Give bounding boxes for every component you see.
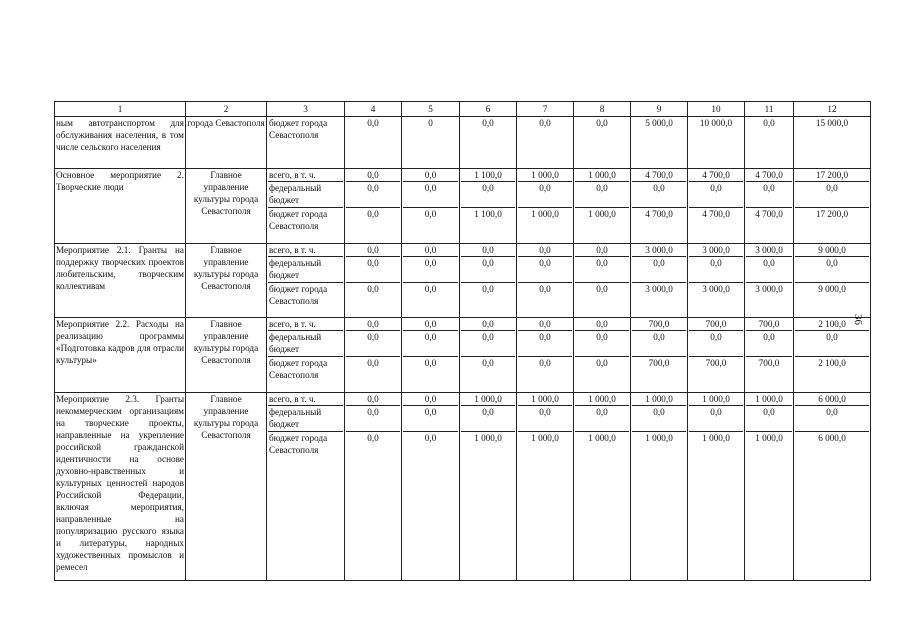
value-col-6 — [460, 393, 517, 581]
value-cell: 700,0 — [648, 358, 670, 368]
value-cell: 1 000,0 — [588, 394, 616, 404]
value-col-11 — [745, 244, 794, 318]
table-row — [55, 244, 871, 318]
value-cell: 0,0 — [710, 258, 722, 268]
funding-source: всего, в т. ч. — [269, 319, 316, 329]
value-cell: 0,0 — [826, 183, 838, 193]
value-cell: 0,0 — [367, 209, 379, 219]
value-col-7 — [517, 169, 574, 244]
value-col-10 — [688, 393, 745, 581]
value-cell: 0,0 — [367, 284, 379, 294]
value-col-10 — [688, 117, 745, 169]
value-col-12 — [794, 318, 871, 393]
value-cell: 0,0 — [710, 407, 722, 417]
column-header-3: 3 — [267, 102, 345, 117]
funding-source: федеральный бюджет — [269, 258, 322, 280]
value-cell: 700,0 — [648, 319, 670, 329]
value-col-4 — [345, 117, 402, 169]
value-cell: 0,0 — [367, 332, 379, 342]
page-number: 36 — [852, 314, 864, 325]
value-cell: 2 100,0 — [818, 358, 846, 368]
value-cell: 700,0 — [705, 319, 727, 329]
value-cell: 0,0 — [539, 258, 551, 268]
value-cell: 0,0 — [367, 258, 379, 268]
value-cell: 3 000,0 — [645, 284, 673, 294]
value-cell: 0,0 — [482, 332, 494, 342]
value-col-10 — [688, 169, 745, 244]
value-cell: 4 700,0 — [702, 170, 730, 180]
value-cell: 0,0 — [826, 332, 838, 342]
value-cell: 0,0 — [596, 183, 608, 193]
executor: Главное управление культуры города Севастополя — [186, 169, 267, 244]
value-cell: 3 000,0 — [702, 284, 730, 294]
value-cell: 1 000,0 — [645, 394, 673, 404]
value-cell: 1 000,0 — [531, 394, 559, 404]
value-cell: 5 000,0 — [645, 118, 673, 128]
value-cell: 0,0 — [424, 433, 437, 443]
activity-name: Мероприятие 2.1. Гранты на поддержку творческих проектов любительским, творческим коллективам — [55, 244, 186, 318]
table-row — [55, 169, 871, 244]
value-col-10 — [688, 244, 745, 318]
column-header-9: 9 — [631, 102, 688, 117]
column-header-4: 4 — [345, 102, 402, 117]
value-col-9 — [631, 117, 688, 169]
value-cell: 0,0 — [596, 319, 608, 329]
value-col-12 — [794, 117, 871, 169]
value-cell: 0,0 — [367, 118, 379, 128]
value-col-9 — [631, 169, 688, 244]
value-cell: 0,0 — [596, 358, 608, 368]
column-header-11: 11 — [745, 102, 794, 117]
value-cell: 4 700,0 — [755, 209, 783, 219]
funding-sources — [267, 244, 345, 318]
table-row — [55, 318, 871, 393]
value-cell: 3 000,0 — [755, 284, 783, 294]
value-cell: 0,0 — [539, 183, 551, 193]
funding-source: федеральный бюджет — [269, 407, 322, 429]
header-row — [55, 102, 871, 117]
budget-table — [54, 101, 871, 581]
funding-source: всего, в т. ч. — [269, 245, 316, 255]
value-col-4 — [345, 393, 402, 581]
value-cell: 1 000,0 — [755, 394, 783, 404]
executor: Главное управление культуры города Севастополя — [186, 318, 267, 393]
value-cell: 0,0 — [424, 183, 437, 193]
value-cell: 9 000,0 — [818, 245, 846, 255]
column-header-6: 6 — [460, 102, 517, 117]
funding-source: федеральный бюджет — [269, 183, 322, 205]
value-col-6 — [460, 117, 517, 169]
executor: Главное управление культуры города Севастополя — [186, 393, 267, 581]
value-col-6 — [460, 318, 517, 393]
value-col-5 — [402, 117, 460, 169]
value-cell: 0,0 — [710, 183, 722, 193]
value-col-5 — [402, 318, 460, 393]
value-cell: 0,0 — [763, 118, 775, 128]
value-cell: 0,0 — [596, 118, 608, 128]
executor: Главное управление культуры города Севастополя — [186, 244, 267, 318]
value-col-12 — [794, 244, 871, 318]
executor: города Севастополя — [186, 117, 267, 169]
value-cell: 1 000,0 — [474, 394, 502, 404]
value-cell: 700,0 — [705, 358, 727, 368]
value-cell: 17 200,0 — [815, 170, 849, 180]
value-cell: 0,0 — [482, 245, 494, 255]
value-col-12 — [794, 393, 871, 581]
value-cell: 700,0 — [758, 319, 780, 329]
value-cell: 15 000,0 — [815, 118, 849, 128]
value-cell: 0,0 — [424, 407, 437, 417]
value-cell: 0,0 — [367, 358, 379, 368]
value-col-9 — [631, 318, 688, 393]
funding-source: бюджет города Севастополя — [269, 358, 328, 380]
value-col-6 — [460, 169, 517, 244]
value-cell: 0,0 — [539, 284, 551, 294]
funding-source: бюджет города Севастополя — [269, 284, 328, 306]
column-header-10: 10 — [688, 102, 745, 117]
value-cell: 0,0 — [653, 183, 665, 193]
value-col-5 — [402, 169, 460, 244]
value-cell: 0,0 — [367, 319, 379, 329]
activity-name: Основное мероприятие 2. Творческие люди — [55, 169, 186, 244]
value-cell: 0,0 — [482, 183, 494, 193]
value-cell: 0,0 — [424, 284, 437, 294]
value-cell: 6 000,0 — [818, 433, 846, 443]
value-cell: 4 700,0 — [702, 209, 730, 219]
value-cell: 1 000,0 — [645, 433, 673, 443]
value-cell: 1 000,0 — [588, 209, 616, 219]
value-cell: 0,0 — [482, 258, 494, 268]
value-cell: 0,0 — [763, 407, 775, 417]
value-cell: 10 000,0 — [699, 118, 733, 128]
funding-source: бюджет города Севастополя — [269, 118, 328, 140]
value-cell: 0,0 — [367, 407, 379, 417]
value-cell: 0,0 — [367, 433, 379, 443]
value-cell: 0,0 — [826, 407, 838, 417]
value-cell: 0,0 — [763, 332, 775, 342]
value-col-9 — [631, 244, 688, 318]
value-cell: 2 100,0 — [818, 319, 846, 329]
value-cell: 0,0 — [539, 245, 551, 255]
column-header-5: 5 — [402, 102, 460, 117]
value-cell: 3 000,0 — [755, 245, 783, 255]
value-col-4 — [345, 318, 402, 393]
value-col-4 — [345, 244, 402, 318]
value-cell: 0,0 — [596, 284, 608, 294]
funding-source: бюджет города Севастополя — [269, 209, 328, 231]
value-col-8 — [574, 244, 631, 318]
value-cell: 0,0 — [424, 358, 437, 368]
funding-sources — [267, 393, 345, 581]
value-cell: 700,0 — [758, 358, 780, 368]
value-col-8 — [574, 169, 631, 244]
value-cell: 0,0 — [482, 284, 494, 294]
funding-sources — [267, 318, 345, 393]
value-cell: 0,0 — [710, 332, 722, 342]
value-cell: 0,0 — [424, 332, 437, 342]
value-cell: 1 000,0 — [702, 433, 730, 443]
value-cell: 0,0 — [539, 118, 551, 128]
funding-source: всего, в т. ч. — [269, 170, 316, 180]
table-row-continuation — [55, 117, 871, 169]
value-cell: 6 000,0 — [818, 394, 846, 404]
value-cell: 0,0 — [653, 332, 665, 342]
value-cell: 1 100,0 — [474, 170, 502, 180]
value-col-6 — [460, 244, 517, 318]
value-cell: 3 000,0 — [645, 245, 673, 255]
value-cell: 0,0 — [539, 407, 551, 417]
value-cell: 0,0 — [482, 407, 494, 417]
activity-name: ным автотранспортом для обслуживания населения, в том числе сельского населения — [55, 117, 186, 169]
value-cell: 0,0 — [367, 245, 379, 255]
value-cell: 0,0 — [596, 332, 608, 342]
value-cell: 0,0 — [596, 258, 608, 268]
value-cell: 0,0 — [539, 358, 551, 368]
value-cell: 1 000,0 — [531, 209, 559, 219]
value-cell: 0,0 — [424, 258, 437, 268]
value-col-4 — [345, 169, 402, 244]
value-col-9 — [631, 393, 688, 581]
value-cell: 0 — [428, 118, 433, 128]
value-col-8 — [574, 117, 631, 169]
value-cell: 0,0 — [424, 170, 437, 180]
column-header-7: 7 — [517, 102, 574, 117]
value-cell: 0,0 — [482, 358, 494, 368]
value-cell: 1 000,0 — [755, 433, 783, 443]
value-col-5 — [402, 393, 460, 581]
value-cell: 0,0 — [826, 258, 838, 268]
activity-name: Мероприятие 2.2. Расходы на реализацию программы «Подготовка кадров для отрасли культуры» — [55, 318, 186, 393]
value-col-7 — [517, 393, 574, 581]
value-cell: 1 000,0 — [588, 433, 616, 443]
value-cell: 0,0 — [653, 258, 665, 268]
value-cell: 1 000,0 — [588, 170, 616, 180]
funding-sources — [267, 117, 345, 169]
value-cell: 0,0 — [424, 319, 437, 329]
value-cell: 0,0 — [596, 245, 608, 255]
value-cell: 0,0 — [653, 407, 665, 417]
value-col-11 — [745, 117, 794, 169]
value-col-8 — [574, 393, 631, 581]
table-row — [55, 393, 871, 581]
value-cell: 0,0 — [596, 407, 608, 417]
value-col-11 — [745, 169, 794, 244]
value-col-5 — [402, 244, 460, 318]
value-cell: 1 100,0 — [474, 209, 502, 219]
value-cell: 0,0 — [539, 319, 551, 329]
value-cell: 4 700,0 — [645, 170, 673, 180]
column-header-12: 12 — [794, 102, 871, 117]
value-cell: 0,0 — [482, 118, 494, 128]
value-cell: 1 000,0 — [531, 433, 559, 443]
funding-source: федеральный бюджет — [269, 332, 322, 354]
value-col-7 — [517, 318, 574, 393]
value-cell: 4 700,0 — [755, 170, 783, 180]
value-cell: 3 000,0 — [702, 245, 730, 255]
value-cell: 17 200,0 — [815, 209, 849, 219]
funding-sources — [267, 169, 345, 244]
value-col-11 — [745, 318, 794, 393]
value-col-10 — [688, 318, 745, 393]
funding-source: бюджет города Севастополя — [269, 433, 328, 455]
value-cell: 1 000,0 — [702, 394, 730, 404]
value-cell: 0,0 — [367, 170, 379, 180]
value-col-12 — [794, 169, 871, 244]
value-cell: 0,0 — [482, 319, 494, 329]
column-header-2: 2 — [186, 102, 267, 117]
activity-name: Мероприятие 2.3. Гранты некоммерческим организациям на творческие проекты, направленные на укрепление российской гражданской идентичности на основе духовно-нравственных и культурных ценностей народов Российской Федерации, включая мероприятия, направленные на популяризацию русского языка и литературы, народных художественных промыслов и ремесел — [55, 393, 186, 581]
value-cell: 0,0 — [424, 209, 437, 219]
value-col-11 — [745, 393, 794, 581]
value-cell: 1 000,0 — [531, 170, 559, 180]
value-cell: 0,0 — [539, 332, 551, 342]
value-cell: 0,0 — [424, 394, 437, 404]
value-cell: 9 000,0 — [818, 284, 846, 294]
value-cell: 1 000,0 — [474, 433, 502, 443]
value-cell: 0,0 — [763, 258, 775, 268]
value-cell: 0,0 — [424, 245, 437, 255]
value-cell: 0,0 — [763, 183, 775, 193]
funding-source: всего, в т. ч. — [269, 394, 316, 404]
value-col-7 — [517, 117, 574, 169]
column-header-1: 1 — [55, 102, 186, 117]
value-col-7 — [517, 244, 574, 318]
value-cell: 4 700,0 — [645, 209, 673, 219]
column-header-8: 8 — [574, 102, 631, 117]
value-col-8 — [574, 318, 631, 393]
value-cell: 0,0 — [367, 394, 379, 404]
value-cell: 0,0 — [367, 183, 379, 193]
